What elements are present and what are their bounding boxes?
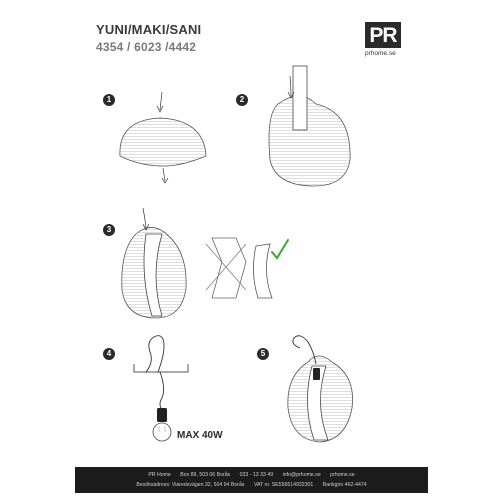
pr-logo: PR <box>365 22 401 48</box>
arrow-icon <box>160 92 162 110</box>
arrow-icon <box>163 168 165 181</box>
checkmark-icon <box>272 240 288 258</box>
step-4-fixture <box>134 336 188 441</box>
footer-line-1 <box>75 472 428 478</box>
step-5-lamp <box>288 336 353 442</box>
product-codes: 4354 / 6023 /4442 <box>96 40 197 54</box>
footer-vat: VAT nr. SE556614932301 <box>253 482 314 488</box>
footer-email: info@prhome.se <box>282 472 321 478</box>
step-3-shade <box>122 208 186 318</box>
step-5-badge: 5 <box>257 348 269 360</box>
bulb-icon <box>153 423 171 441</box>
socket-icon <box>157 408 167 422</box>
footer-website: prhome.se <box>330 472 355 478</box>
footer <box>75 467 428 493</box>
step-1-badge: 1 <box>103 94 115 106</box>
step-1-shade <box>120 92 206 183</box>
arrow-icon <box>290 76 291 96</box>
max-wattage-label: MAX 40W <box>177 430 223 441</box>
footer-company: PR Home <box>148 472 171 478</box>
step-4-badge: 4 <box>103 348 115 360</box>
footer-line-2 <box>75 482 428 488</box>
product-title: YUNI/MAKI/SANI <box>96 22 202 37</box>
frame-right <box>253 240 288 298</box>
step-3-badge: 3 <box>103 224 115 236</box>
brand-url: prhome.se <box>365 50 396 57</box>
footer-phone: 033 - 13 33 49 <box>239 472 274 478</box>
step-2-badge: 2 <box>236 94 248 106</box>
footer-visit-address: Besöksadress: Viaredsvägen 32, 504 94 Borås <box>136 482 245 488</box>
step-2-shade <box>269 66 350 186</box>
footer-address: Box 89, 503 06 Borås <box>180 472 231 478</box>
frame-wrong <box>206 238 246 298</box>
footer-bankgiro: Bankgiro 462-4474 <box>322 482 367 488</box>
